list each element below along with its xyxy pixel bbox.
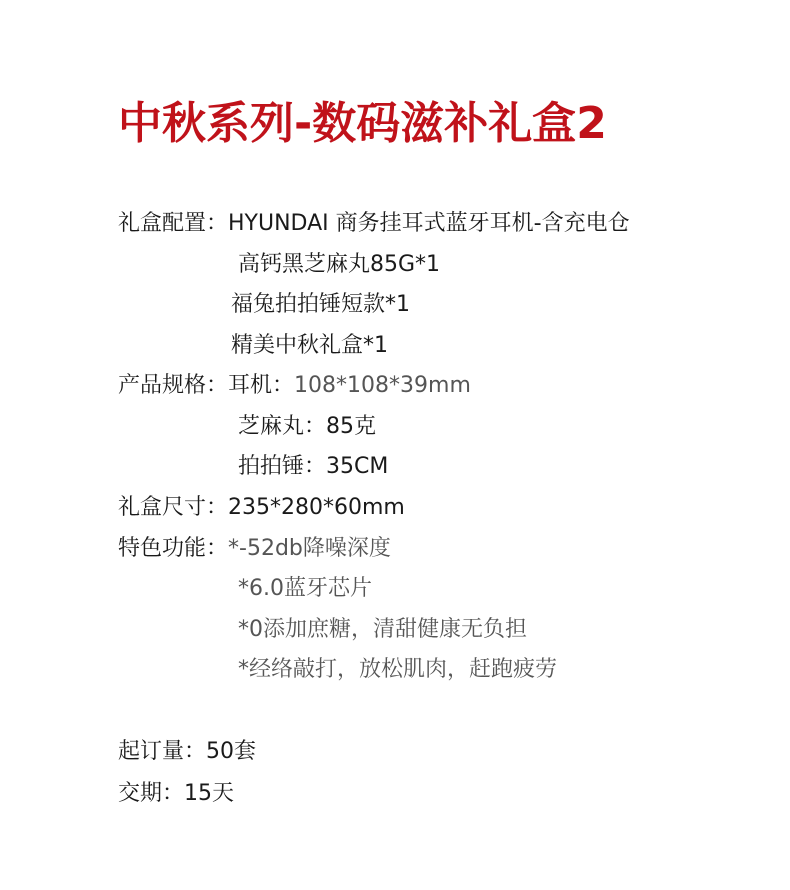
feature-item: *6.0蓝牙芯片 [238, 576, 372, 601]
feature-item: *经络敲打，放松肌肉，赶跑疲劳 [238, 657, 558, 682]
spec-value: 85克 [326, 414, 377, 439]
features-row [238, 573, 372, 605]
config-item: 福兔拍拍锤短款*1 [231, 292, 410, 317]
config-label: 礼盒配置： [118, 211, 229, 236]
feature-item: *0添加庶糖，清甜健康无负担 [238, 617, 527, 642]
features-row [238, 614, 527, 646]
config-row [118, 208, 630, 240]
specs-label: 产品规格： [118, 373, 229, 398]
moq-value: 50套 [206, 739, 257, 764]
config-item: 精美中秋礼盒*1 [231, 333, 388, 358]
spec-value: 35CM [326, 454, 389, 479]
size-value: 235*280*60mm [228, 495, 405, 520]
size-row [118, 492, 405, 524]
spec-name: 拍拍锤： [238, 454, 327, 479]
config-row [238, 249, 440, 281]
features-row [238, 654, 557, 686]
feature-item: *-52db降噪深度 [228, 536, 391, 561]
config-row [231, 289, 410, 321]
delivery-value: 15天 [184, 781, 235, 806]
size-label: 礼盒尺寸： [118, 495, 229, 520]
delivery-row [118, 778, 234, 810]
moq-label: 起订量： [118, 739, 207, 764]
page-title: 中秋系列-数码滋补礼盒2 [118, 98, 607, 149]
specs-row [118, 370, 471, 402]
spec-value: 108*108*39mm [294, 373, 471, 398]
moq-row [118, 736, 256, 768]
spec-name: 芝麻丸： [238, 414, 327, 439]
features-row [118, 533, 391, 565]
delivery-label: 交期： [118, 781, 185, 806]
config-row [231, 330, 388, 362]
specs-row [238, 411, 376, 443]
config-item: 高钙黑芝麻丸85G*1 [238, 252, 441, 277]
spec-name: 耳机： [228, 373, 295, 398]
specs-row [238, 451, 388, 483]
config-item: HYUNDAI 商务挂耳式蓝牙耳机-含充电仓 [228, 211, 630, 236]
features-label: 特色功能： [118, 536, 229, 561]
